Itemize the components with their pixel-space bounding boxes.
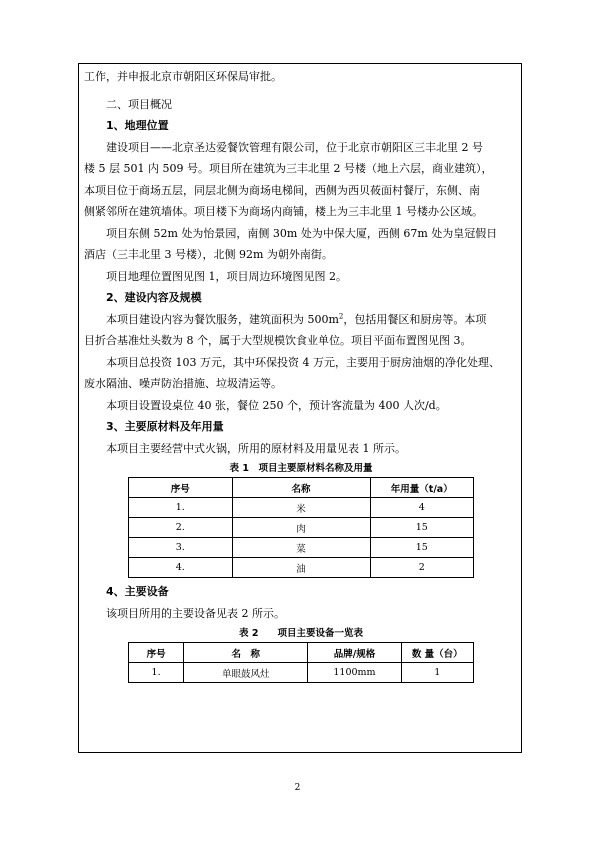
text-line: 本项目设置设桌位 40 张，餐位 250 个，预计客流量为 400 人次/d。 — [106, 398, 447, 412]
table-cell: 2 — [370, 558, 474, 578]
text-line: 目折合基准灶头数为 8 个，属于大型规模饮食业单位。项目平面布置图见图 3。 — [84, 334, 472, 347]
table-cell: 1 — [401, 663, 473, 683]
table-cell: 单眼鼓风灶 — [184, 663, 308, 683]
subsection-title-equipment: 4、主要设备 — [106, 585, 169, 598]
document-body — [84, 66, 518, 683]
table-row — [129, 558, 474, 578]
table-cell: 4 — [370, 498, 474, 518]
table-header: 数 量（台） — [401, 643, 473, 663]
text-line: 侧紧邻所在建筑墙体。项目楼下为商场内商铺，楼上为三丰北里 1 号楼办公区域。 — [84, 205, 483, 218]
table1-caption: 表 1 项目主要原材料名称及用量 — [229, 463, 373, 474]
table-cell: 1. — [129, 498, 233, 518]
subsection-title-materials: 3、主要原材料及年用量 — [106, 420, 224, 433]
table-cell: 油 — [232, 558, 370, 578]
table-cell: 肉 — [232, 518, 370, 538]
materials-table — [128, 477, 474, 578]
table-row — [129, 538, 474, 558]
table-cell: 1. — [129, 663, 184, 683]
text-segment: 本项目建设内容为餐饮服务，建筑面积为 500m — [106, 312, 339, 326]
table-row — [129, 498, 474, 518]
table-row — [129, 663, 474, 683]
text-line: 本项目位于商场五层，同层北侧为商场电梯间，西侧为西贝莜面村餐厅，东侧、南 — [84, 183, 480, 197]
superscript: 2 — [338, 311, 344, 320]
table-header: 序号 — [129, 643, 184, 663]
table-cell: 15 — [370, 518, 474, 538]
text-line: 废水隔油、噪声防治措施、垃圾清运等。 — [84, 377, 282, 390]
table-header: 年用量（t/a） — [370, 478, 474, 498]
equipment-table — [128, 642, 474, 683]
text-line: 建设项目——北京圣达爱餐饮管理有限公司，位于北京市朝阳区三丰北里 2 号 — [106, 140, 483, 154]
table-header: 名 称 — [184, 643, 308, 663]
table-cell: 1100mm — [308, 663, 401, 683]
page-number: 2 — [294, 783, 301, 793]
text-line: 酒店（三丰北里 3 号楼），北侧 92m 为朝外南街。 — [84, 248, 333, 261]
table-cell: 3. — [129, 538, 233, 558]
table-header-row — [129, 643, 474, 663]
subsection-title-location: 1、地理位置 — [106, 119, 169, 132]
section-title: 二、项目概况 — [106, 97, 172, 111]
text-line: 本项目总投资 103 万元，其中环保投资 4 万元，主要用于厨房油烟的净化处理、 — [106, 355, 500, 369]
text-line: 项目东侧 52m 处为怡景园，南侧 30m 处为中保大厦，西侧 67m 处为皇冠假日 — [106, 226, 498, 240]
table-cell: 米 — [232, 498, 370, 518]
table-header-row — [129, 478, 474, 498]
text-line: 项目地理位置图见图 1，项目周边环境图见图 2。 — [106, 269, 347, 283]
text-line: 本项目主要经营中式火锅，所用的原材料及用量见表 1 所示。 — [106, 441, 406, 455]
table-row — [129, 518, 474, 538]
table-cell: 15 — [370, 538, 474, 558]
table-header: 名称 — [232, 478, 370, 498]
table2-caption: 表 2 项目主要设备一览表 — [239, 628, 363, 639]
table-cell: 2. — [129, 518, 233, 538]
text-line: 该项目所用的主要设备见表 2 所示。 — [106, 606, 285, 620]
table-cell: 4. — [129, 558, 233, 578]
table-header: 序号 — [129, 478, 233, 498]
subsection-title-scale: 2、建设内容及规模 — [106, 291, 202, 304]
text-line — [84, 309, 518, 331]
text-segment: ，包括用餐区和厨房等。本项 — [343, 312, 487, 326]
table-cell: 菜 — [232, 538, 370, 558]
text-line: 工作，并申报北京市朝阳区环保局审批。 — [84, 70, 282, 83]
table-header: 品牌/规格 — [308, 643, 401, 663]
text-line: 楼 5 层 501 内 509 号。项目所在建筑为三丰北里 2 号楼（地上六层，商业建筑）， — [84, 162, 493, 175]
